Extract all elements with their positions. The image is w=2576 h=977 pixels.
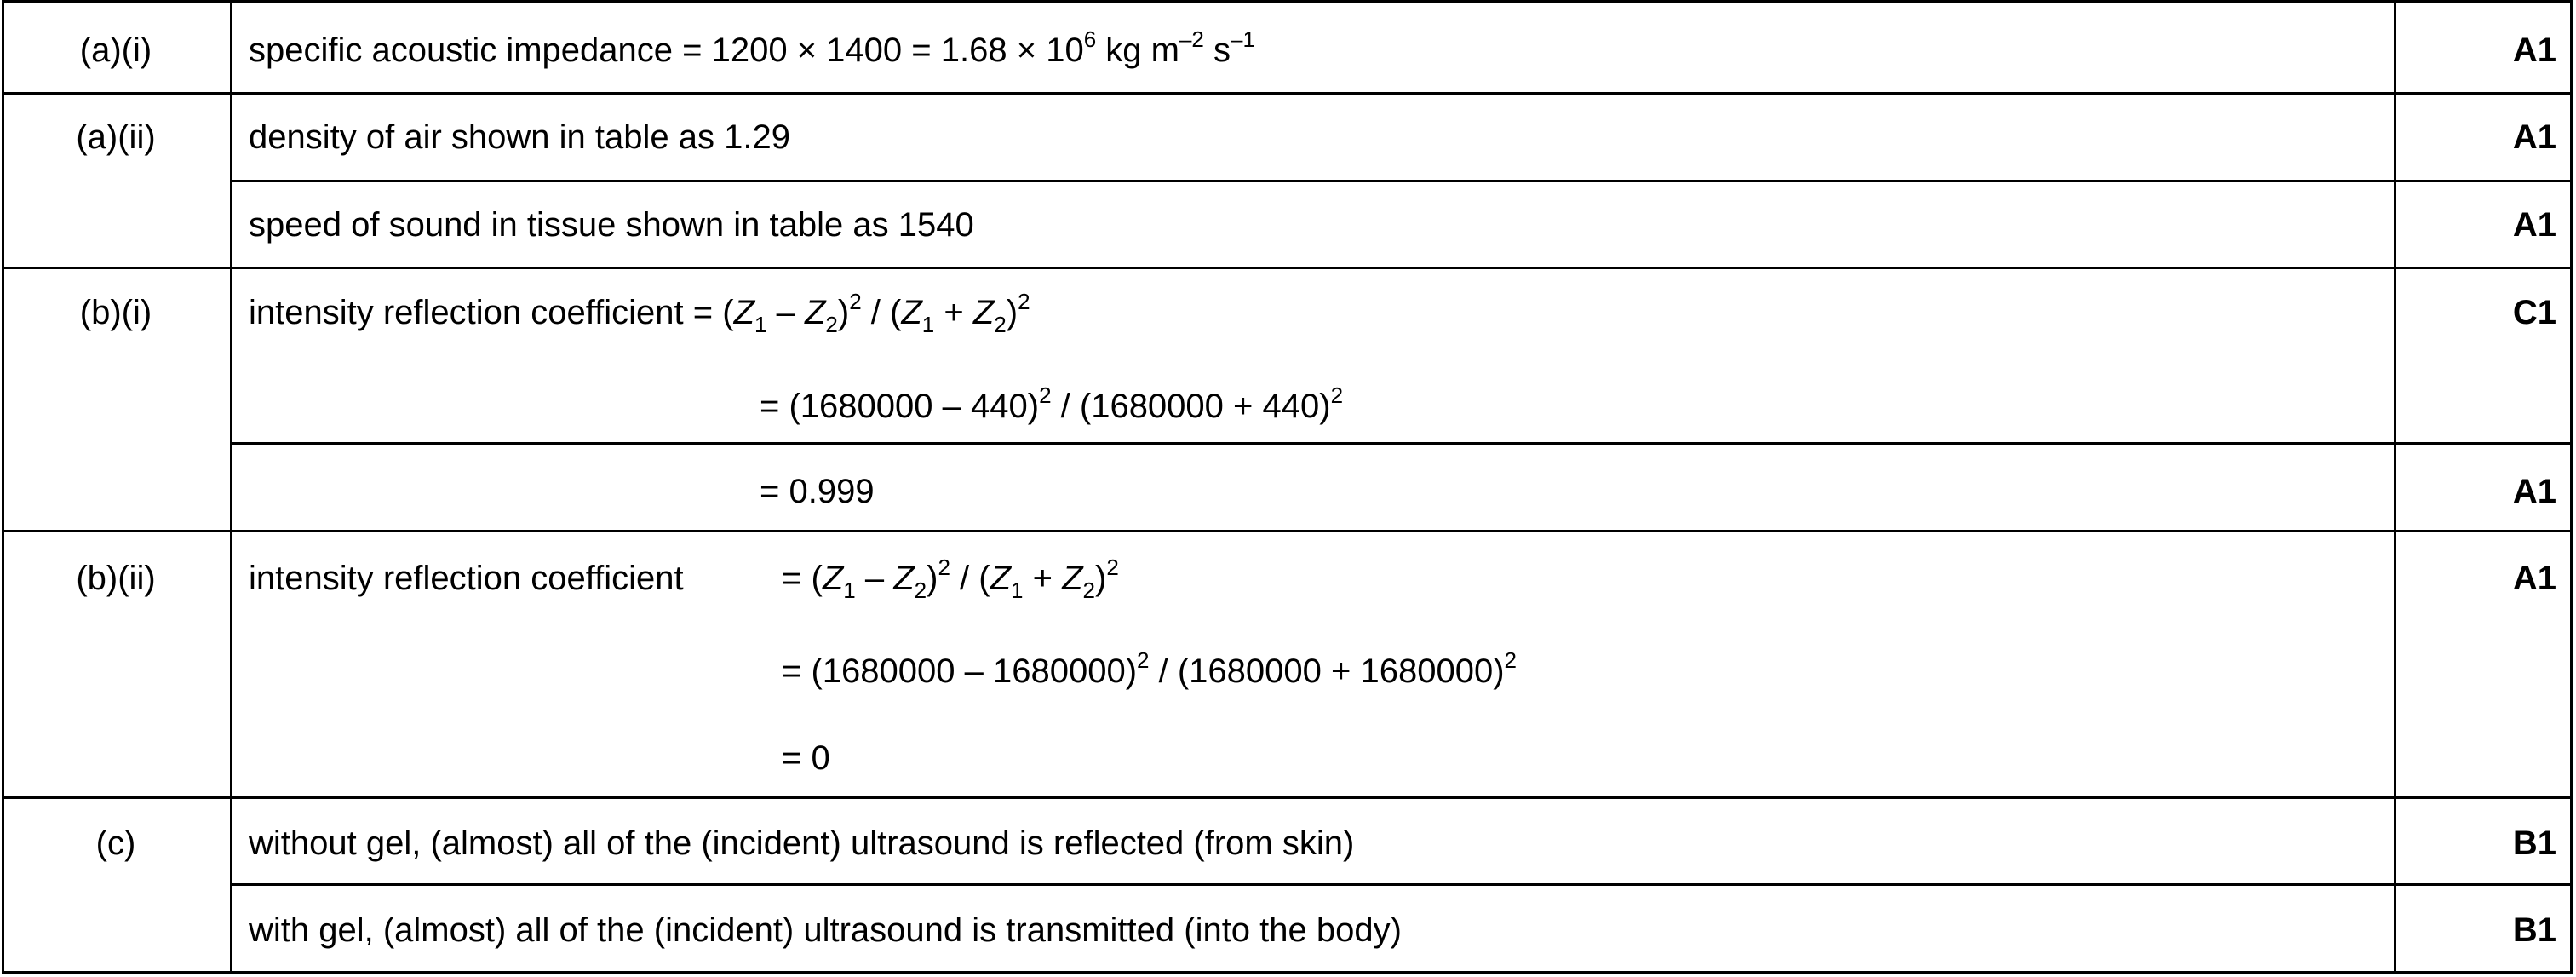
row-separator <box>2 267 2573 269</box>
mark-label: A1 <box>2512 206 2556 244</box>
answer-line: = 0.999 <box>760 473 875 510</box>
mark-label: A1 <box>2512 560 2556 597</box>
row-separator <box>2 92 2573 95</box>
mark-label: B1 <box>2512 911 2556 949</box>
answer-line: speed of sound in tissue shown in table as 1540 <box>249 206 974 244</box>
answer-line: = $(1680000 - 1680000)^2 / (1680000 + 1680000)^2$ <box>782 647 1517 690</box>
sub-row-separator <box>230 883 2573 886</box>
answer-line: = $(Z_1 - Z_2)^2 / (Z_1 + Z_2)^2$ <box>782 555 1119 603</box>
answer-line: = 0 <box>782 739 830 777</box>
question-number: (b)(i) <box>79 294 152 331</box>
top-border-middle <box>232 0 2399 3</box>
column-divider-marks <box>2394 0 2396 974</box>
mark-label: A1 <box>2512 118 2556 156</box>
answer-line: density of air shown in table as 1.29 <box>249 118 790 156</box>
column-divider-question <box>230 0 232 974</box>
mark-label: B1 <box>2512 825 2556 862</box>
question-number: (c) <box>95 825 136 862</box>
top-border-right <box>2395 0 2573 3</box>
answer-line: intensity reflection coefficient = $(Z_1 - Z_2)^2 / (Z_1 + Z_2)^2$ <box>249 289 1030 337</box>
answer-line: = $(1680000 - 440)^2 / (1680000 + 440)^2$ <box>760 382 1344 425</box>
question-number: (a)(i) <box>79 32 152 69</box>
answer-line: intensity reflection coefficient <box>249 560 684 597</box>
sub-row-separator <box>230 442 2573 445</box>
question-number: (b)(ii) <box>76 560 156 597</box>
row-separator <box>2 796 2573 799</box>
top-border-left <box>2 0 236 3</box>
answer-line: with gel, (almost) all of the (incident) ultrasound is transmitted (into the body) <box>249 911 1402 949</box>
answer-line: specific acoustic impedance = $1200 \times 1400 = 1.68 \times 10^6$ kg $m^{-2}$ $s^{-1}$ <box>249 26 1255 69</box>
mark-label: A1 <box>2512 473 2556 510</box>
mark-label: A1 <box>2512 32 2556 69</box>
answer-line: without gel, (almost) all of the (incident) ultrasound is reflected (from skin) <box>249 825 1355 862</box>
mark-label: C1 <box>2512 294 2556 331</box>
question-number: (a)(ii) <box>76 118 156 156</box>
row-separator <box>2 530 2573 532</box>
sub-row-separator <box>230 180 2573 182</box>
